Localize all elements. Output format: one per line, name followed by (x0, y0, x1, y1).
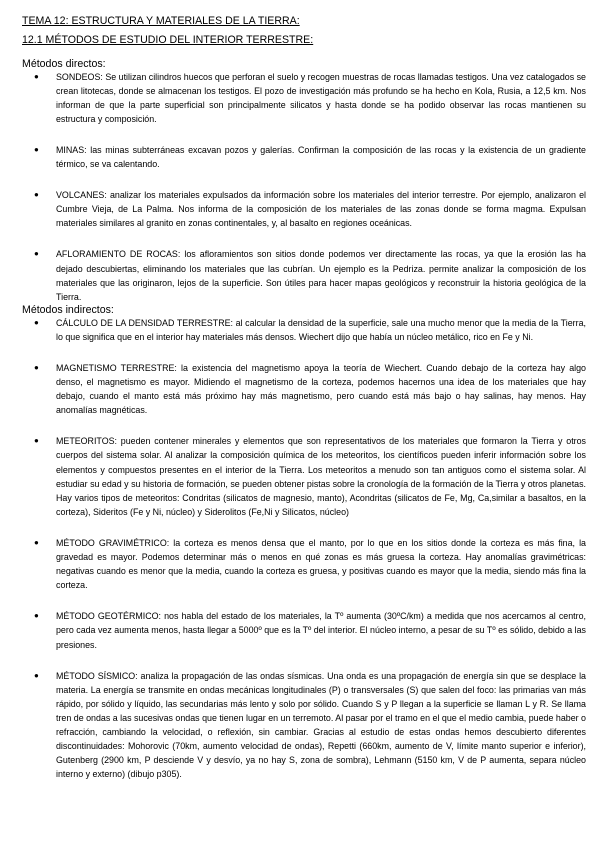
list-item-sismico (22, 669, 586, 782)
bullet-icon: ● (34, 363, 39, 372)
section-subtitle: 12.1 MÉTODOS DE ESTUDIO DEL INTERIOR TERRESTRE: (22, 34, 314, 46)
bullet-icon: ● (34, 436, 39, 446)
list-item-text: AFLORAMIENTO DE ROCAS: los afloramientos son sitios donde podemos ver directamente las rocas, ya que la erosión las ha dejado descubiertas, eliminando los materiales que las cubrían. Un ejemplo es la Pedriza. permite analizar la composición de los materiales que las originaron, lejos de la superficie. Son útiles para hacer mapas geológicos y reconstruir la historia geológica de la Tierra. (56, 249, 586, 302)
list-item-volcanes (22, 188, 586, 230)
bullet-icon: ● (34, 670, 39, 680)
list-item-text: SONDEOS: Se utilizan cilindros huecos que perforan el suelo y recogen muestras de rocas llamadas testigos. Una vez catalogados se crean litotecas, donde se almacenan los testigos. El pozo de investigación más profundo se ha hecho en Kola, Rusia, a 12,5 km. Nos informan de que la parte superficial son principalmente silicatos y hasta donde se ha podido observar las rocas mantienen su estructura y composición. (56, 71, 586, 124)
list-item-text: MÉTODO GRAVIMÉTRICO: la corteza es menos densa que el manto, por lo que en los sitios donde la corteza es más fina, la gravedad es mayor. Podemos determinar más o menos en qué zonas es más gruesa la corteza. Hay anomalías gravimétricas: negativas cuando es menor que la media, cuando la corteza es gruesa, y positivas cuando es mayor que la media, siendo más fina la corteza. (56, 537, 586, 591)
list-item-sondeos (22, 70, 586, 126)
list-item-afloramiento (22, 247, 586, 303)
list-item-meteoritos (22, 434, 586, 519)
list-item-text: MÉTODO GEOTÉRMICO: nos habla del estado de los materiales, la Tº aumenta (30ºC/km) a medida que nos acercamos al centro, pero cada vez aumenta menos, hasta llegar a 5000º que es la Tº del interior. El núcleo interno, a pesar de su Tº es sólido, debido a las presiones. (56, 611, 586, 650)
bullet-icon: ● (34, 317, 39, 327)
direct-methods-list (22, 70, 586, 304)
list-item-text: MÉTODO SÍSMICO: analiza la propagación de las ondas sísmicas. Una onda es una propagación de energía sin que se desplace la materia. La energía se transmite en ondas mecánicas longitudinales (P) o transversales (S) que salen del foco: las primarias van más rápido, por sólido y líquido, las secundarias más lento y solo por sólido. Cuando S y P llegan a la superficie se llaman L y R. Se llama tren de ondas a las sucesivas ondas que tienen lugar en un terremoto. Al pasar por el tramo en el que el medio cambia, puede haber o refracción, cambiando la velocidad, o reflexión, sin cambiar. Gracias al estudio de estas ondas hemos descubierto diferentes discontinuidades: Mohorovic (70km, aumento velocidad de ondas), Repetti (660km, aumento de V, límite manto superior e inferior), Gutenberg (2900 km, P desciende V y desvío, ya no hay S, zona de sombra), Lehmann (5150 km, V de P aumenta, separa núcleo interno y externo) (dibujo p305). (56, 670, 586, 780)
list-item-minas (22, 143, 586, 171)
bullet-icon: ● (34, 71, 39, 81)
list-item-text: MINAS: las minas subterráneas excavan pozos y galerías. Confirman la composición de las rocas y la existencia de un gradiente térmico, se va calentando. (56, 144, 586, 170)
list-item-text: CÁLCULO DE LA DENSIDAD TERRESTRE: al calcular la densidad de la superficie, sale una mucho menor que la media de la Tierra, lo que significa que en el interior hay materiales más densos. Wiechert dijo que había un núcleo metálico, rico en Fe y Ni. (56, 317, 586, 342)
bullet-icon: ● (34, 537, 39, 547)
direct-methods-label: Métodos directos: (22, 57, 106, 70)
bullet-icon: ● (34, 190, 39, 200)
indirect-methods-list (22, 316, 586, 782)
bullet-icon: ● (34, 249, 39, 259)
list-item-geotermico (22, 609, 586, 651)
indirect-methods-label: Métodos indirectos: (22, 303, 114, 316)
bullet-icon: ● (34, 144, 39, 154)
list-item-text: VOLCANES: analizar los materiales expulsados da información sobre los materiales del interior terrestre. Por ejemplo, analizaron el Cumbre Vieja, de La Palma. Nos informa de la composición de los materiales de las zonas donde se forma magma. Expulsan materiales similares al granito en zonas continentales, y, al basalto en regiones oceánicas. (56, 190, 586, 229)
list-item-densidad (22, 316, 586, 344)
bullet-icon: ● (34, 611, 39, 621)
list-item-gravimetrico (22, 536, 586, 592)
list-item-text: METEORITOS: pueden contener minerales y elementos que son representativos de los materiales que formaron la Tierra y otros cuerpos del sistema solar. Al analizar la composición química de los meteoritos, los científicos pueden inferir información sobre los elementos y compuestos presentes en el interior de la Tierra. Los meteoritos a menudo son tan antiguos como el sistema solar. Al estudiar su edad y su historia de formación, se pueden obtener pistas sobre la cronología de la formación de la Tierra y otros planetas. Hay varios tipos de meteoritos: Condritas (silicatos de magnesio, manto), Acondritas (silicatos de Fe, Mg, Ca,similar a basaltos, en la corteza), Sideritos (Fe y Ni, núcleo) y Siderolitos (Fe,Ni y Silicatos, núcleo) (56, 436, 586, 517)
list-item-text: MAGNETISMO TERRESTRE: la existencia del magnetismo apoya la teoría de Wiechert. Cuando debajo de la corteza hay algo denso, el magnetismo es mayor. Midiendo el magnetismo de la corteza, podemos hacernos una idea de los materiales que hay debajo, cuando el manto está más próximo hay más magnetismo, pero cuando está más bajo o hay salinas, hay menos. Hay anomalías magnéticas. (56, 363, 586, 416)
document-title: TEMA 12: ESTRUCTURA Y MATERIALES DE LA TIERRA: (22, 15, 300, 27)
list-item-magnetismo (22, 361, 586, 417)
document-page (22, 15, 586, 781)
